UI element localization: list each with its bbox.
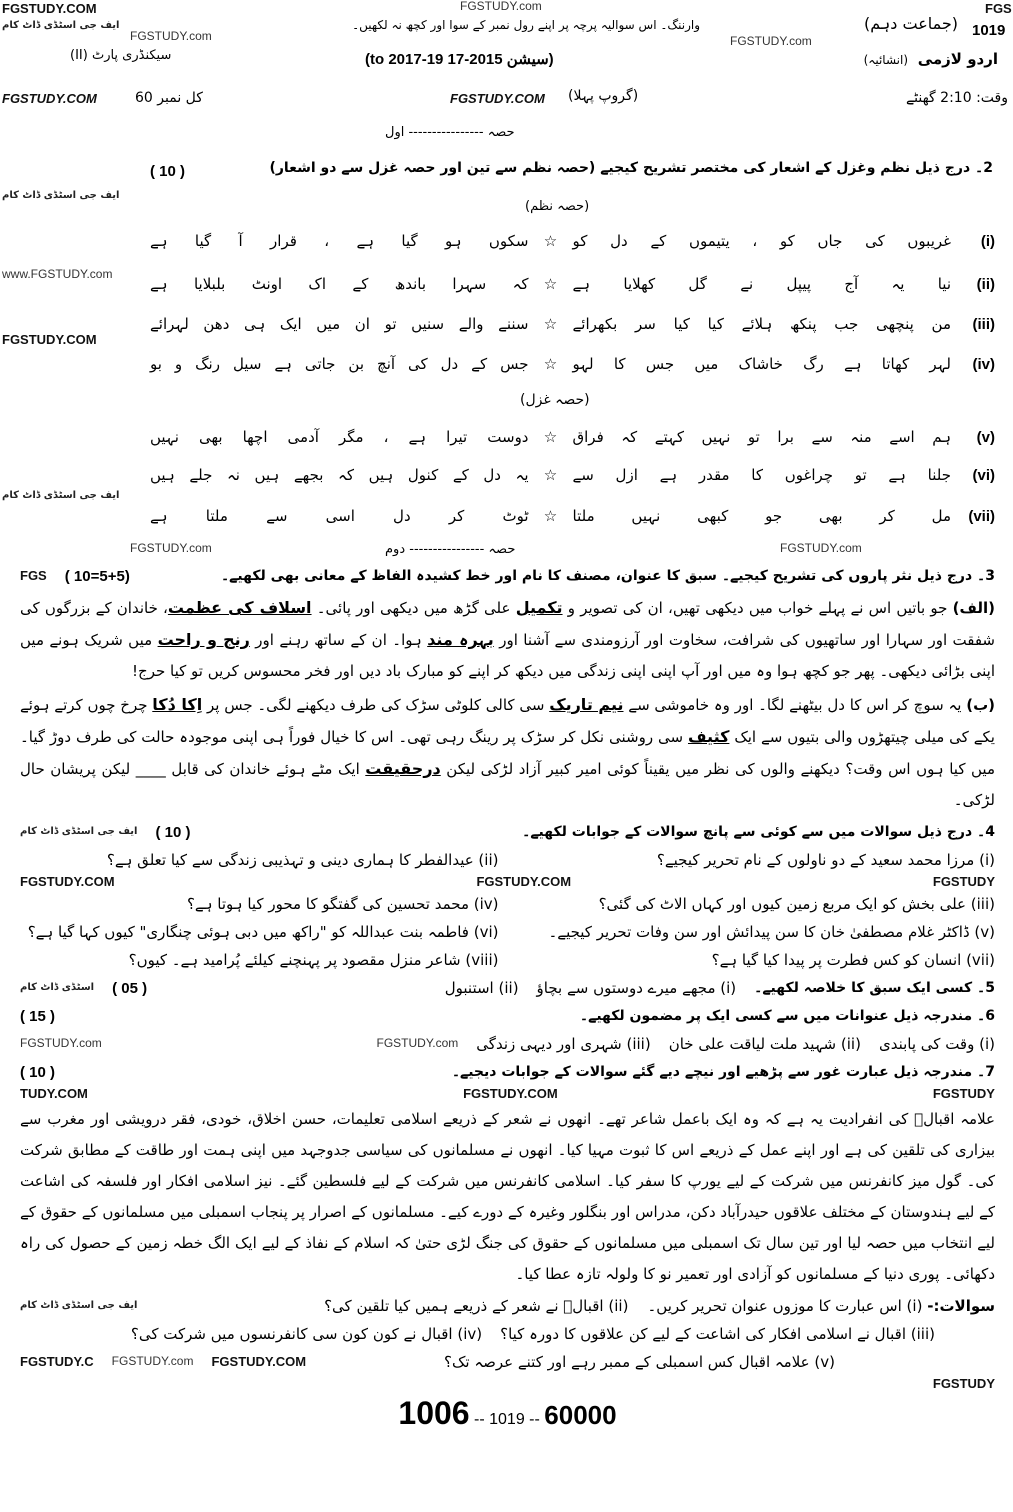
watermark-urdu: ایف جی اسٹڈی ڈاٹ کام — [20, 1300, 138, 1311]
verse-number: (i) — [980, 232, 995, 250]
verse-line-1: غریبوں کی جاں کو ، یتیموں کے دل کو — [572, 232, 951, 250]
text: ایک مٹے ہوئے خاندان کی قابل ____ لیکن پریشان حال لڑکی۔ — [20, 760, 995, 809]
watermark-row — [20, 1376, 995, 1392]
footer-code-3: 60000 — [544, 1400, 617, 1430]
verse-line-2: یہ دل کے کنول ہیں کہ بجھے ہیں نہ جلے ہیں — [150, 466, 529, 484]
questions-row — [20, 1292, 995, 1320]
underlined-word: درحقیقت — [365, 759, 441, 778]
verse-number: (ii) — [976, 275, 995, 293]
footer-code-1: 1006 — [398, 1395, 470, 1431]
star-icon: ☆ — [543, 428, 558, 446]
warning-text: وارننگ۔ اس سوالیہ پرچہ پر اپنے رول نمبر کے سوا اور کچھ نہ لکھیں۔ — [352, 18, 700, 32]
verse — [140, 355, 995, 373]
watermark: FGSTUDY.com — [111, 1354, 194, 1369]
footer-code-2: -- 1019 -- — [474, 1411, 540, 1428]
group-label: (گروپ پہلا) — [568, 88, 639, 104]
watermark-urdu: ایف جی اسٹڈی ڈاٹ کام — [2, 190, 120, 201]
question-3-row — [20, 562, 995, 590]
sub-question: (iv) اقبال نے کون کون سی کانفرنسوں میں شرکت کی؟ — [130, 1325, 483, 1343]
verse-line-2: سکوں ہو گیا ہے ، قرار آ گیا ہے — [150, 232, 529, 250]
watermark-urdu: ایف جی اسٹڈی ڈاٹ کام — [20, 826, 138, 837]
verse-line-2: کہ سہرا باندھ کے اک اونٹ بلبلایا ہے — [150, 275, 529, 293]
underlined-word: بہرہ مند — [427, 630, 494, 649]
question-5-marks: ( 05 ) — [112, 979, 148, 997]
verse — [140, 315, 995, 333]
watermark: FGSTUDY — [932, 873, 995, 889]
sub-question: (v) علامہ اقبال کس اسمبلی کے ممبر رہے اور کتنے عرصہ تک؟ — [444, 1353, 835, 1371]
sub-question: (iii) علی بخش کو ایک مربع زمین کیوں اور کہاں الاٹ کی گئی؟ — [598, 895, 995, 913]
prose-passage-b — [20, 689, 995, 816]
total-marks: کل نمبر 60 — [135, 90, 203, 106]
star-icon: ☆ — [543, 232, 558, 250]
option: (iii) شہری اور دیہی زندگی — [476, 1035, 651, 1053]
watermark-urdu: ایف جی اسٹڈی ڈاٹ کام — [2, 490, 120, 501]
question-5-row — [20, 974, 995, 1002]
question-3: 3۔ درج ذیل نثر پاروں کی تشریح کیجیے۔ سبق کا عنوان، مصنف کا نام اور خط کشیدہ الفاظ کے معانی بھی لکھیے۔ — [220, 568, 995, 584]
watermark: FGSTUDY.com — [460, 0, 542, 13]
question-2: 2۔ درج ذیل نظم وغزل کے اشعار کی مختصر تشریح کیجیے (حصہ نظم سے تین اور حصہ غزل سے دو اشعار) — [269, 160, 993, 176]
footer-codes — [20, 1396, 995, 1431]
passage-label: (ب) — [966, 696, 996, 714]
questions-row — [20, 1348, 995, 1376]
text: ہوا۔ ان کے ساتھ رہنے اور — [249, 631, 428, 649]
paper-type: (انشائیہ) — [863, 53, 908, 67]
nazm-heading: (حصہ نظم) — [525, 199, 590, 214]
prose-passage-a — [20, 592, 995, 687]
text: چرخ چوں کرتے ہوئے یکے کی میلی چیتھڑوں والی بتیوں سے ایک — [20, 696, 995, 746]
questions-group — [324, 1297, 995, 1315]
verse-line-1: ہم اسے منہ سے برا تو نہیں کہتے کہ فراق — [572, 428, 951, 446]
watermark: FGSTUDY.COM — [2, 332, 97, 347]
section-heading-2: حصہ ---------------- دوم — [385, 542, 516, 557]
underlined-word: اسلاف کی عظمت — [167, 598, 312, 617]
text: سی روشنی نکل کر سڑک پر رینگ رہی تھی۔ اس کا خیال فوراً ہی اپنی موجودہ حالت کی طرف دوڑ گیا۔ میں کیا ہوں اس وقت؟ دیکھنے والوں کی نظر میں یقیناً کوئی امیر کبیر آزاد لڑکی لیکن — [20, 728, 995, 778]
sub-question: (v) ڈاکٹر غلام مصطفیٰ خان کا سن پیدائش اور سن وفات تحریر کیجیے۔ — [548, 923, 995, 941]
text: سی کالی کلوٹی سڑک کی طرف دیکھنے لگی۔ جس پر — [202, 696, 550, 714]
watermark: www.FGSTUDY.com — [2, 267, 113, 281]
questions-label: سوالات:- — [927, 1297, 995, 1315]
comprehension-passage: علامہ اقبالؒ کی انفرادیت یہ ہے کہ وہ ایک باعمل شاعر تھے۔ انھوں نے شعر کے ذریعے اسلامی تعلیمات، حسن اخلاق، خودی، فقر درویشی اور مغرب سے بیزاری کی تلقین کی ہے اور اپنے عمل کے ذریعے اس کا ثبوت مہیا کیا۔ انھوں نے مسلمانوں کی سیاسی جدوجہد میں اپنی ہمت اور طاقت کے مطابق شرکت کی۔ گول میز کانفرنس میں شرکت کے لیے یورپ کا سفر کیا۔ اسلامی کانفرنس میں شرکت کے لیے فلسطین گئے۔ نیز اسلامی افکار اور فلسفہ کی اشاعت کے لیے ہندوستان کے مختلف علاقوں حیدرآباد دکن، مدراس اور بنگلور وغیرہ کے دورے کیے۔ مسلمانوں کے اصرار پر پنجاب اسمبلی میں مسلمانوں کے حقوق کے لیے انتخاب میں حصہ لیا اور تین سال تک اسمبلی میں مسلمانوں کے حقوق کی جنگ لڑی حتیٰ کہ اسلام کے نفاذ کے لیے ایک الگ خطہ زمین کے حصول کی راہ دکھائی۔ پوری دنیا کے مسلمانوں کو آزادی اور تعمیر نو کا ولولہ تازہ عطا کیا۔ — [20, 1110, 995, 1283]
text: جو باتیں اس نے پہلے خواب میں دیکھی تھیں، ان کی تصویر و — [562, 599, 948, 617]
subject-label: اردو لازمی — [917, 50, 998, 68]
watermark: FGSTUDY.com — [20, 1036, 102, 1051]
watermark: FGSTUDY.com — [130, 541, 212, 555]
watermark: FGSTUDY — [932, 1375, 995, 1391]
question-7-row — [20, 1058, 995, 1086]
verse-line-2: دوست تیرا ہے ، مگر آدمی اچھا بھی نہیں — [150, 428, 529, 446]
verse — [140, 275, 995, 293]
watermark: FGS — [985, 1, 1012, 16]
underlined-word: رنج و راحت — [157, 630, 250, 649]
watermark: FGSTUDY.COM — [463, 1085, 558, 1101]
section-heading-1: حصہ ---------------- اول — [385, 125, 515, 140]
verse-line-2: ٹوٹ کر دل اسی سے ملتا ہے — [150, 507, 529, 525]
watermark-row — [20, 874, 995, 890]
verse — [140, 232, 995, 250]
question-7-marks: ( 10 ) — [20, 1063, 56, 1081]
underlined-word: کثیف — [687, 727, 730, 746]
watermark: FGSTUDY.com — [780, 541, 862, 555]
option: (i) وقت کی پابندی — [878, 1035, 995, 1053]
sub-question: (ii) اقبالؒ نے شعر کے ذریعے ہمیں کیا تلقین کی؟ — [324, 1297, 629, 1315]
question-5: 5۔ کسی ایک سبق کا خلاصہ لکھیے۔ — [754, 980, 995, 996]
sub-question: (vii) انسان کو کس فطرت پر پیدا کیا گیا ہے؟ — [711, 951, 995, 969]
text: ، خاندان کے بزرگوں کی شفقت اور سہارا اور ساتھیوں کی شرافت، سخاوت اور آرزومندی سے آشنا اور — [20, 599, 995, 649]
text: یہ سوچ کر اس کا دل بیٹھنے لگا۔ اور وہ خاموشی سے — [623, 696, 962, 714]
verse-line-1: نیا یہ آج پیپل نے گل کھلایا ہے — [572, 275, 951, 293]
watermark: FGSTUDY.com — [130, 29, 212, 43]
watermark: FGSTUDY.COM — [450, 91, 545, 106]
class-label: (جماعت دہم) — [864, 14, 958, 33]
question-4-row — [20, 818, 995, 846]
question-4-marks: ( 10 ) — [155, 823, 191, 841]
watermark: FGSTUDY.com — [376, 1036, 459, 1051]
option: (ii) شہید ملت لیاقت علی خان — [668, 1035, 861, 1053]
verse-line-2: سننے والے سنیں تو ان میں ایک ہی دھن لہرائے — [150, 315, 529, 333]
verse-line-2: جس کے دل کی آنچ بن جاتی ہے سیل رنگ و بو — [150, 355, 529, 373]
sub-question-row — [20, 890, 995, 918]
sub-question: (i) اس عبارت کا موزوں عنوان تحریر کریں۔ — [647, 1297, 923, 1315]
underlined-word: اِکا دُکا — [152, 695, 203, 714]
sub-question-row — [20, 946, 995, 974]
paper-code: 1019 — [972, 22, 1006, 39]
star-icon: ☆ — [543, 315, 558, 333]
verse — [140, 428, 995, 446]
question-7: 7۔ مندرجہ ذیل عبارت غور سے پڑھیے اور نیچے دیے گئے سوالات کے جوابات دیجیے۔ — [451, 1064, 995, 1080]
watermark: FGSTUDY — [932, 1085, 995, 1101]
watermark: FGSTUDY.COM — [20, 873, 115, 889]
questions-row — [20, 1320, 995, 1348]
verse-number: (vii) — [968, 507, 995, 525]
underlined-word: تکمیل — [515, 598, 563, 617]
watermark: TUDY.COM — [20, 1085, 88, 1101]
sub-question-row — [20, 846, 995, 874]
verse-line-1: جلنا ہے تو چراغوں کا مقدر ہے ازل سے — [572, 466, 951, 484]
ghazal-heading: (حصہ غزل) — [520, 392, 590, 408]
option: (i) مجھے میرے دوستوں سے بچاؤ — [536, 979, 737, 997]
verse-number: (v) — [976, 428, 995, 446]
verse-line-1: لہر کھاتا ہے رگ خاشاک میں جس کا لہو — [572, 355, 951, 373]
star-icon: ☆ — [543, 466, 558, 484]
sub-question: (iii) اقبال نے اسلامی افکار کی اشاعت کے لیے کن علاقوں کا دورہ کیا؟ — [500, 1325, 935, 1343]
question-6-marks: ( 15 ) — [20, 1007, 56, 1025]
watermark: FGSTUDY.COM — [2, 1, 97, 16]
watermark-row — [20, 1086, 995, 1102]
star-icon: ☆ — [543, 355, 558, 373]
passage-label: (الف) — [952, 599, 995, 617]
sub-question: (ii) عیدالفطر کا ہماری دینی و تہذیبی زندگی سے کیا تعلق ہے؟ — [106, 851, 499, 869]
watermark-urdu: ایف جی اسٹڈی ڈاٹ کام — [2, 20, 120, 31]
verse-number: (iii) — [972, 315, 995, 333]
text: میں شریک ہونے میں اپنی بڑائی دیکھی۔ پھر جو کچھ ہوا وہ میں اور آپ اپنی اپنی زندگی میں دیکھ کر اپنے کو مبارک باد دیں اور فخر محسوس کریں تو کیا حرج! — [20, 631, 995, 680]
text: علی گڑھ میں دیکھی اور پائی۔ — [311, 599, 516, 617]
session-label: (سیشن 2015-17 to 2017-19) — [365, 51, 554, 68]
verse — [140, 507, 995, 525]
sub-question: (iv) محمد تحسین کی گفتگو کا محور کیا ہوتا ہے؟ — [186, 895, 499, 913]
watermark: FGSTUDY.COM — [211, 1353, 307, 1369]
star-icon: ☆ — [543, 275, 558, 293]
verse-number: (iv) — [972, 355, 995, 373]
sub-question: (viii) شاعر منزل مقصود پر پہنچنے کیلئے پُرامید ہے۔ کیوں؟ — [128, 951, 499, 969]
sub-question: (vi) فاطمہ بنت عبداللہ کو "راکھ میں دبی ہوئی چنگاری" کیوں کہا گیا ہے؟ — [27, 923, 499, 941]
verse-line-1: مل کر بھی جو کبھی نہیں ملتا — [572, 507, 951, 525]
verse — [140, 466, 995, 484]
watermark: FGSTUDY.C — [20, 1353, 94, 1369]
question-6-row — [20, 1002, 995, 1030]
watermark-urdu: اسٹڈی ڈاٹ کام — [20, 982, 95, 993]
time-label: وقت: 2:10 گھنٹے — [905, 90, 1008, 106]
option: (ii) استنبول — [444, 979, 519, 997]
section-2-content — [20, 562, 995, 1431]
verse-line-1: من پنچھی جب پنکھ ہلائے کیا کیا سر بکھرائے — [572, 315, 951, 333]
sub-question: (i) مرزا محمد سعید کے دو ناولوں کے نام تحریر کیجیے؟ — [656, 851, 995, 869]
sub-question-row — [20, 918, 995, 946]
watermark: FGSTUDY.com — [730, 34, 812, 48]
question-6: 6۔ مندرجہ ذیل عنوانات میں سے کسی ایک پر مضمون لکھیے۔ — [579, 1008, 995, 1024]
part-label: سیکنڈری پارٹ (II) — [70, 48, 172, 63]
verse-number: (vi) — [972, 466, 995, 484]
question-3-marks: (5+5=10 ) — [64, 567, 130, 585]
underlined-word: نیم تاریک — [549, 695, 624, 714]
star-icon: ☆ — [543, 507, 558, 525]
watermark: FGSTUDY.COM — [2, 91, 97, 106]
question-4: 4۔ درج ذیل سوالات میں سے کوئی سے پانچ سوالات کے جوابات لکھیے۔ — [522, 824, 995, 840]
question-2-marks: ( 10 ) — [150, 163, 186, 180]
options-row — [20, 1030, 995, 1058]
watermark: FGSTUDY.COM — [476, 873, 572, 889]
watermark: FGS — [20, 567, 47, 583]
